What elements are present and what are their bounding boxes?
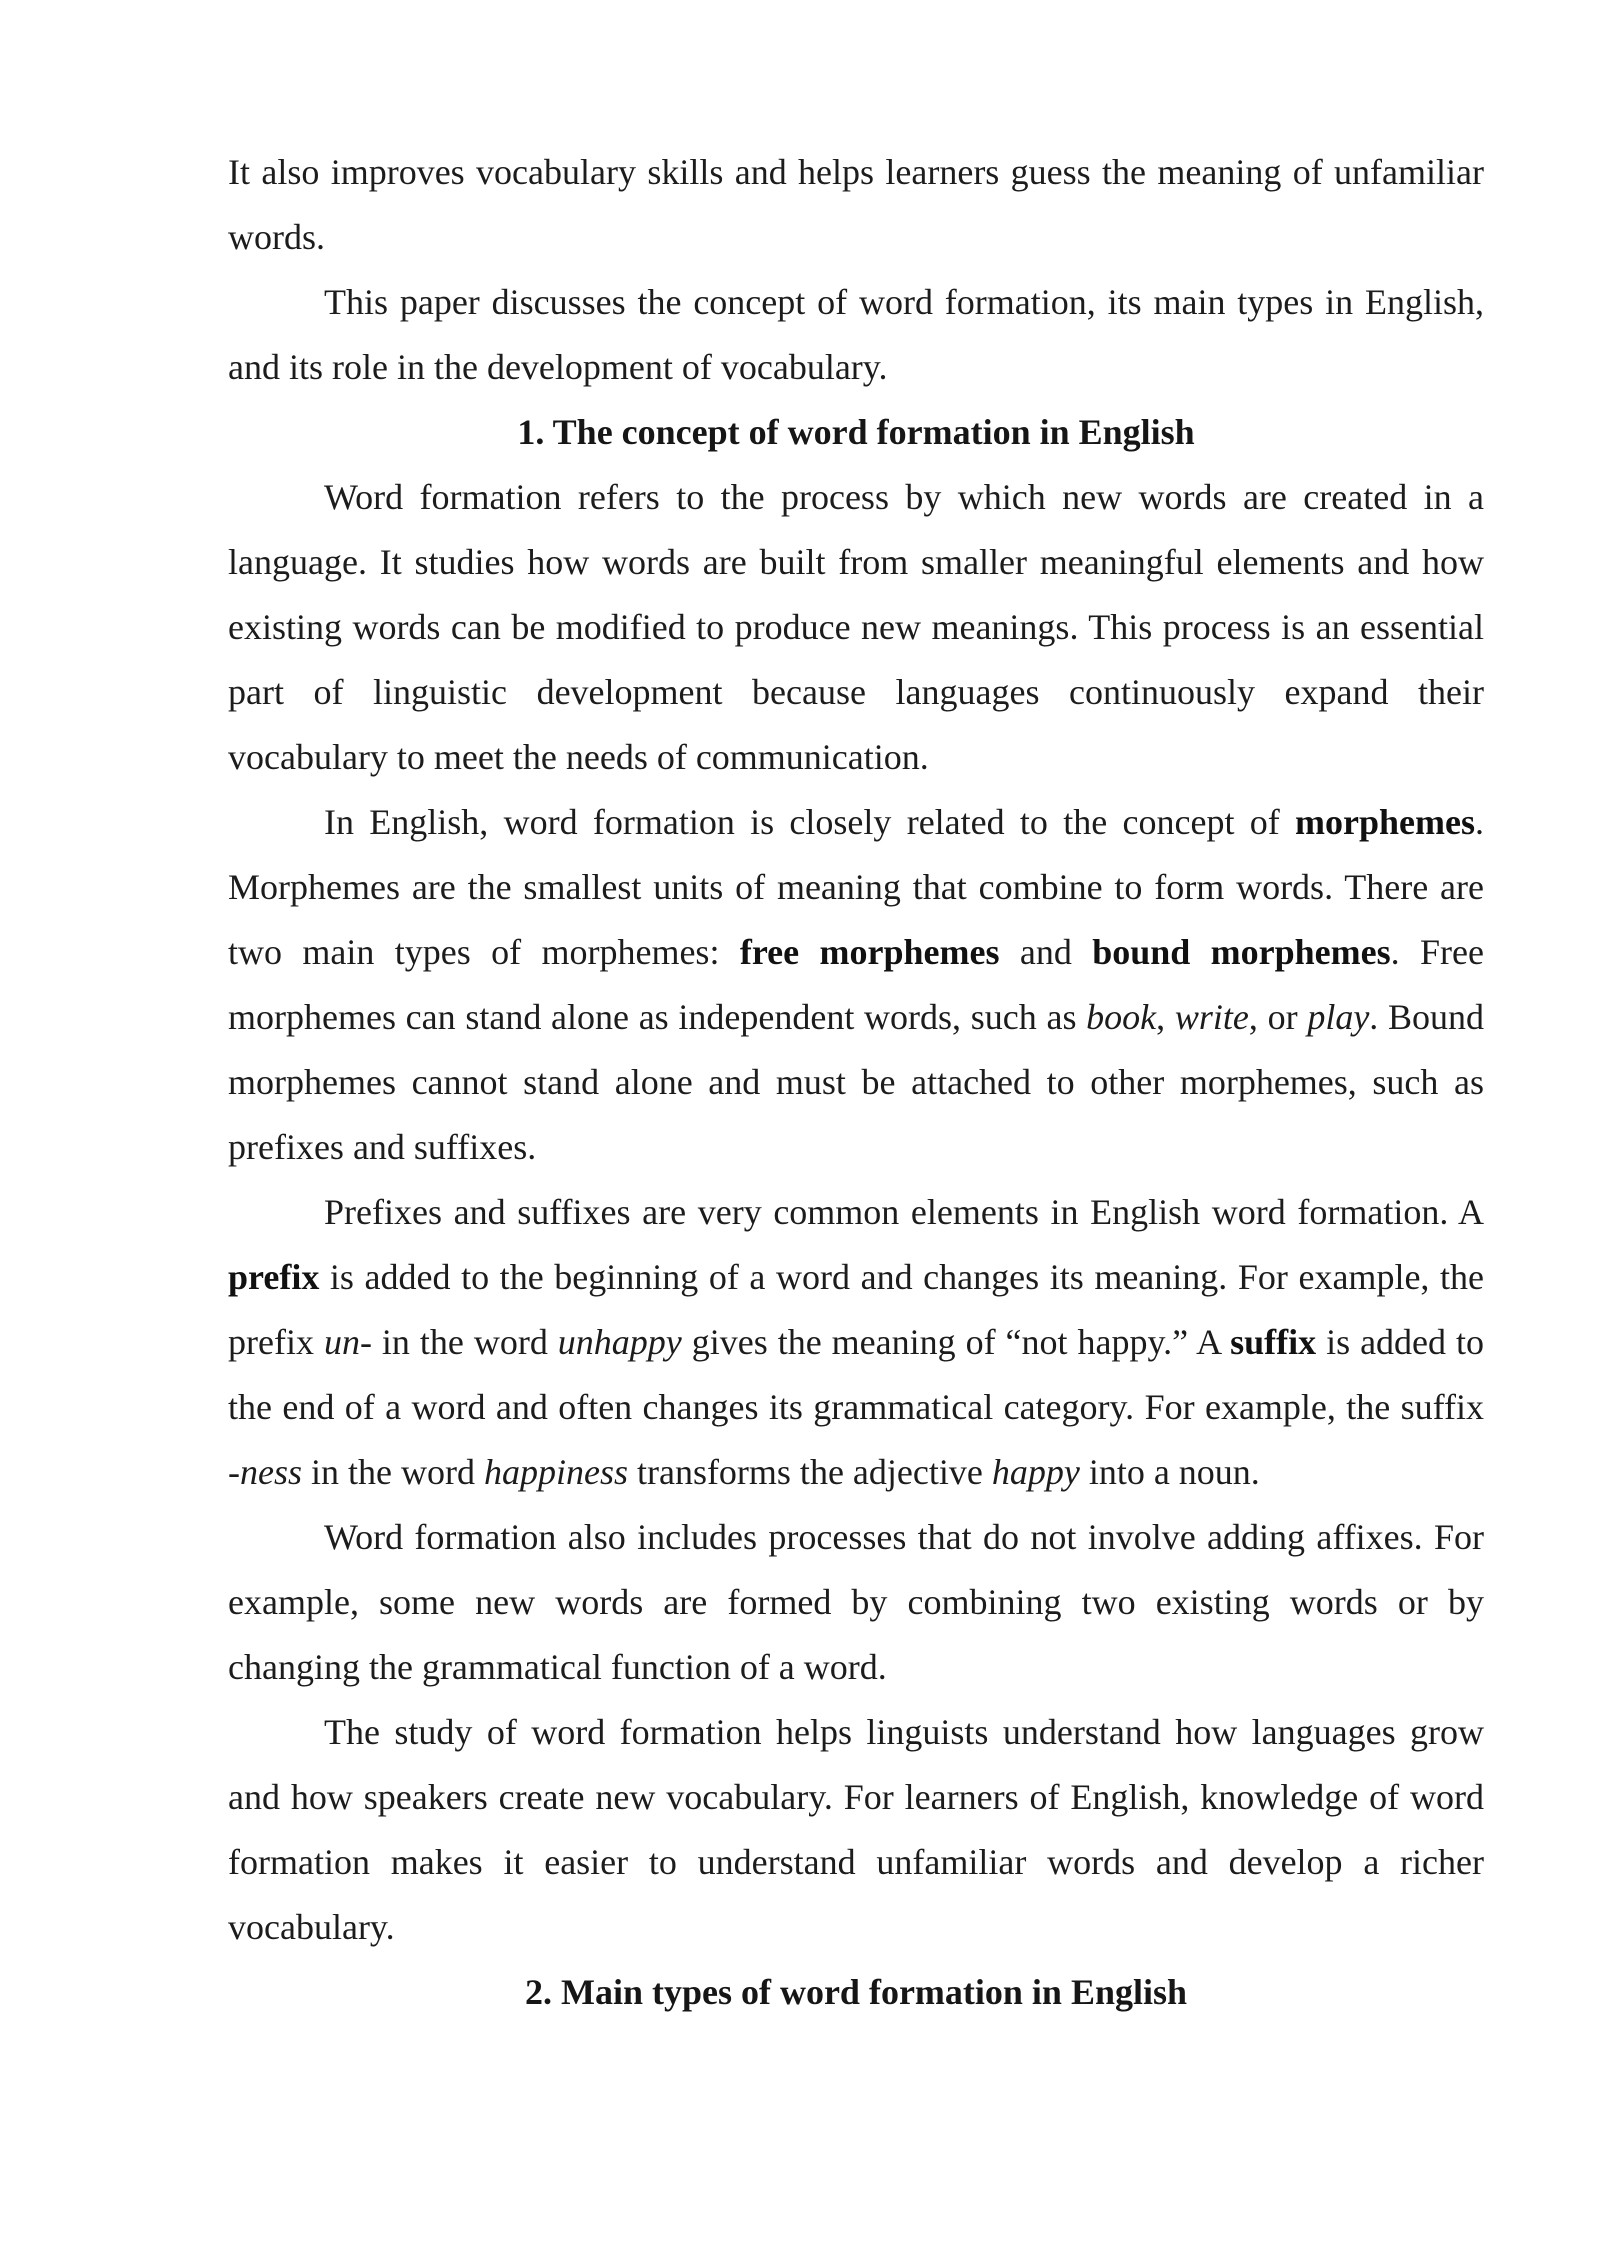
text-run: is added to the end of a word and often changes its grammatical category. For example, the suffix	[228, 1322, 1484, 1427]
italic-example-book: book	[1086, 997, 1157, 1037]
paragraph-paper-scope: This paper discusses the concept of word formation, its main types in English, and its role in the development of vocabulary.	[228, 282, 1484, 387]
text-run: transforms the adjective	[627, 1452, 992, 1492]
paragraph-prefixes-suffixes	[228, 1180, 1484, 1505]
italic-example-unhappy: unhappy	[557, 1322, 682, 1362]
paragraph-morphemes	[228, 790, 1484, 1180]
text-run: . Free morphemes can stand alone as independent words, such as	[228, 932, 1484, 1037]
section-heading-2: 2. Main types of word formation in English	[524, 1972, 1188, 2012]
text-run: in the word	[371, 1322, 558, 1362]
bold-term-suffix: suffix	[1230, 1322, 1317, 1362]
text-run: into a noun.	[1079, 1452, 1260, 1492]
italic-example-ness: -ness	[228, 1452, 302, 1492]
text-run: . Bound morphemes cannot stand alone and must be attached to other morphemes, such as prefixes and suffixes.	[228, 997, 1485, 1167]
italic-example-write: write	[1174, 997, 1249, 1037]
italic-example-play: play	[1307, 997, 1370, 1037]
italic-example-happy: happy	[991, 1452, 1080, 1492]
bold-term-bound-morphemes: bound morphemes	[1092, 932, 1391, 972]
text-run: ,	[1156, 997, 1175, 1037]
bold-term-morphemes: morphemes	[1295, 802, 1475, 842]
document-page	[228, 140, 1484, 2025]
paragraph-non-affix-processes: Word formation also includes processes that do not involve adding affixes. For example, some new words are formed by combining two existing words or by changing the grammatical function of a word.	[228, 1517, 1484, 1687]
paragraph-intro-continued: It also improves vocabulary skills and helps learners guess the meaning of unfamiliar words.	[228, 152, 1484, 257]
text-run: is added to the beginning of a word and changes its meaning. For example, the prefix	[228, 1257, 1484, 1362]
bold-term-free-morphemes: free morphemes	[739, 932, 1000, 972]
text-run: gives the meaning of “not happy.” A	[681, 1322, 1231, 1362]
text-run: In English, word formation is closely related to the concept of	[324, 802, 1296, 842]
bold-term-prefix: prefix	[228, 1257, 320, 1297]
text-run: , or	[1248, 997, 1308, 1037]
italic-example-happiness: happiness	[483, 1452, 628, 1492]
text-run: Prefixes and suffixes are very common elements in English word formation. A	[324, 1192, 1484, 1232]
text-run: . Morphemes are the smallest units of meaning that combine to form words. There are two main types of morphemes:	[228, 802, 1484, 972]
paragraph-study-importance: The study of word formation helps linguists understand how languages grow and how speakers create new vocabulary. For learners of English, knowledge of word formation makes it easier to understand unfamiliar words and develop a richer vocabulary.	[228, 1712, 1484, 1947]
section-heading-1: 1. The concept of word formation in English	[517, 412, 1195, 452]
italic-example-un: un-	[323, 1322, 372, 1362]
text-run: and	[999, 932, 1093, 972]
paragraph-word-formation-definition: Word formation refers to the process by which new words are created in a language. It studies how words are built from smaller meaningful elements and how existing words can be modified to produce new meanings. This process is an essential part of linguistic development because languages continuously expand their vocabulary to meet the needs of communication.	[228, 477, 1484, 777]
text-run: in the word	[302, 1452, 484, 1492]
